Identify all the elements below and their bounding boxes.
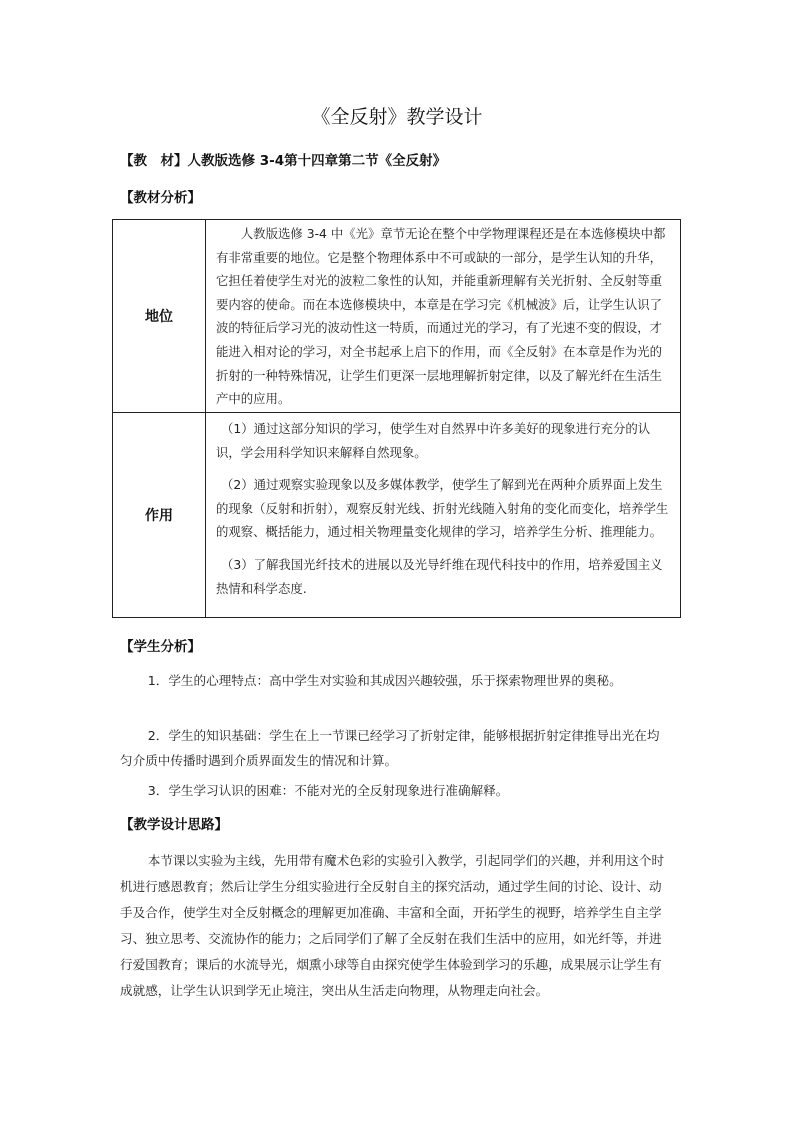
function-cell [206, 413, 681, 618]
student-heading: 【学生分析】 [120, 639, 201, 655]
analysis-heading: 【教材分析】 [120, 190, 201, 206]
function-item-2: （2）通过观察实验现象以及多媒体教学，使学生了解到光在两种介质界面上发生的现象（反射和折射），观察反射光线、折射光线随入射角的变化而变化，培养学生的观察、概括能力，通过相关物理量变化规律的学习，培养学生分析、推理能力。 [216, 477, 669, 540]
page-title: 《全反射》教学设计 [311, 106, 483, 128]
analysis-table [112, 219, 681, 618]
position-cell [206, 220, 681, 413]
function-label: 作用 [113, 413, 206, 618]
function-list [206, 413, 680, 617]
table-row-position [113, 220, 681, 413]
material-line: 【教 材】人教版选修 3-4第十四章第二节《全反射》 [120, 153, 447, 169]
function-item-3: （3）了解我国光纤技术的进展以及光导纤维在现代科技中的作用，培养爱国主义热情和科学态度. [216, 556, 663, 596]
student-item-2: 2．学生的知识基础：学生在上一节课已经学习了折射定律，能够根据折射定律推导出光在均匀介质中传播时遇到介质界面发生的情况和计算。 [120, 728, 660, 768]
position-label: 地位 [113, 220, 206, 413]
student-item-3: 3．学生学习认识的困难：不能对光的全反射现象进行准确解释。 [147, 783, 509, 798]
table-row-function [113, 413, 681, 618]
position-text: 人教版选修 3-4 中《光》章节无论在整个中学物理课程还是在本选修模块中都有非常重要的地位。它是整个物理体系中不可或缺的一部分，是学生认知的升华，它担任着使学生对光的波粒二象性的认知，并能重新理解有关光折射、全反射等重要内容的使命。而在本选修模块中，本章是在学习完《机械波》后，让学生认识了波的特征后学习光的波动性这一特质，而通过光的学习，有了光速不变的假设，才能进入相对论的学习，对全书起承上启下的作用，而《全反射》在本章是作为光的折射的一种特殊情况，让学生们更深一层地理解折射定律，以及了解光纤在生活生产中的应用。 [216, 226, 666, 407]
design-text: 本节课以实验为主线，先用带有魔术色彩的实验引入教学，引起同学们的兴趣，并利用这个时机进行感恩教育；然后让学生分组实验进行全反射自主的探究活动，通过学生间的讨论、设计、动手及合作，使学生对全反射概念的理解更加准确、丰富和全面，开拓学生的视野，培养学生自主学习、独立思考、交流协作的能力；之后同学们了解了全反射在我们生活中的应用，如光纤等，并进行爱国教育；课后的水流导光，烟熏小球等自由探究使学生体验到学习的乐趣，成果展示让学生有成就感，让学生认识到学无止境注，突出从生活走向物理，从物理走向社会。 [120, 853, 665, 998]
design-heading: 【教学设计思路】 [120, 817, 228, 833]
student-item-1: 1．学生的心理特点：高中学生对实验和其成因兴趣较强，乐于探索物理世界的奥秘。 [147, 673, 622, 688]
function-item-1: （1）通过这部分知识的学习，使学生对自然界中许多美好的现象进行充分的认识，学会用科学知识来解释自然现象。 [216, 421, 651, 460]
